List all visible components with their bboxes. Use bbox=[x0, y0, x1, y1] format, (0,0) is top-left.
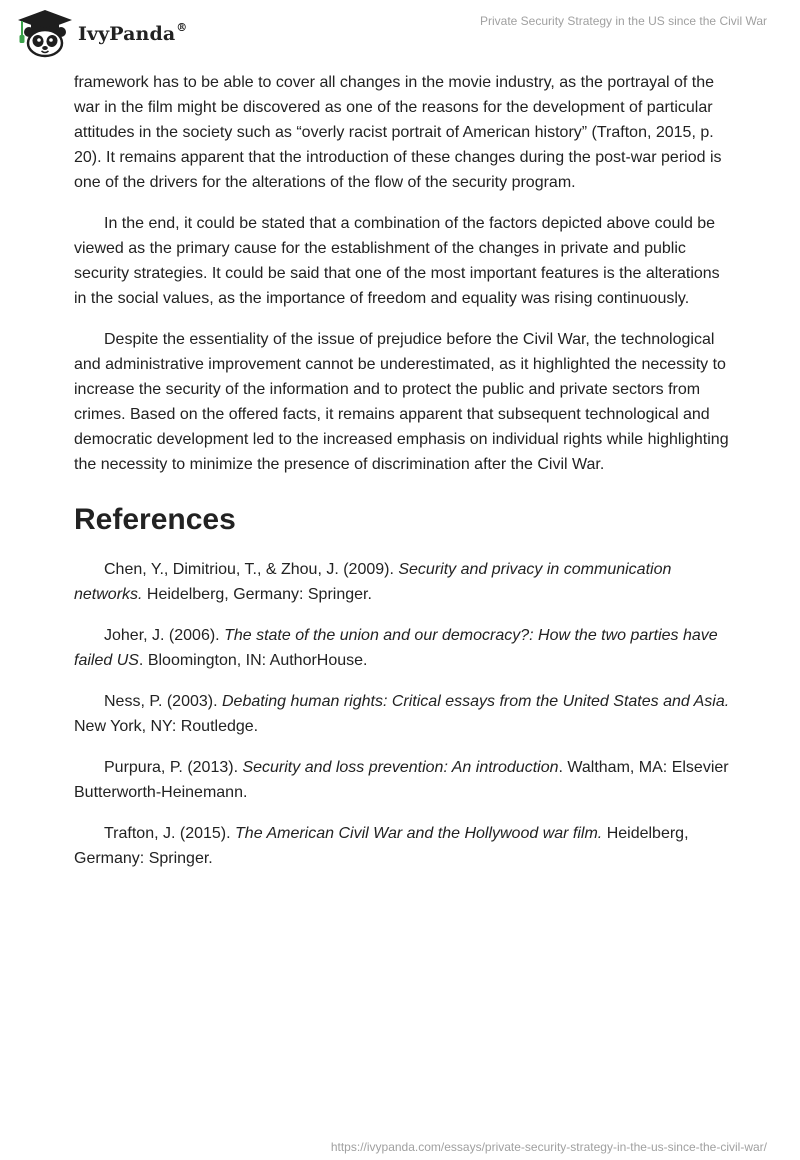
reference-item: Ness, P. (2003). Debating human rights: Critical essays from the United States and Asia. New York, NY: Routledge. bbox=[74, 693, 730, 735]
registered-mark: ® bbox=[176, 21, 188, 34]
essay-content bbox=[74, 70, 734, 887]
reference-title: The American Civil War and the Hollywood war film. bbox=[235, 825, 603, 842]
references-list bbox=[74, 557, 734, 871]
reference-item: Joher, J. (2006). The state of the union and our democracy?: How the two parties have failed US. Bloomington, IN: AuthorHouse. bbox=[74, 627, 718, 669]
page-header bbox=[0, 0, 800, 64]
source-url-link[interactable]: https://ivypanda.com/essays/private-security-strategy-in-the-us-since-the-civil-war/ bbox=[330, 1140, 767, 1154]
reference-item: Chen, Y., Dimitriou, T., & Zhou, J. (2009). Security and privacy in communication networks. Heidelberg, Germany: Springer. bbox=[74, 561, 672, 603]
reference-title: Debating human rights: Critical essays from the United States and Asia. bbox=[221, 693, 730, 710]
panda-graduate-icon bbox=[14, 8, 76, 58]
ivypanda-logo[interactable] bbox=[14, 8, 187, 58]
reference-item: Trafton, J. (2015). The American Civil War and the Hollywood war film. Heidelberg, Germany: Springer. bbox=[74, 825, 689, 867]
body-paragraph: In the end, it could be stated that a combination of the factors depicted above could be viewed as the primary cause for the establishment of the changes in private and public security strategies. It could be said that one of the most important features is the alterations in the social values, as the importance of freedom and equality was rising continuously. bbox=[74, 215, 720, 307]
reference-item: Purpura, P. (2013). Security and loss prevention: An introduction. Waltham, MA: Elsevier Butterworth-Heinemann. bbox=[74, 759, 729, 801]
body-paragraph: Despite the essentiality of the issue of prejudice before the Civil War, the technological and administrative improvement cannot be underestimated, as it highlighted the necessity to increase the security of the information and to protect the public and private sectors from crimes. Based on the offered facts, it remains apparent that subsequent technological and democratic development led to the increased emphasis on individual rights while highlighting the necessity to minimize the presence of discrimination after the Civil War. bbox=[74, 331, 729, 473]
running-title: Private Security Strategy in the US since the Civil War bbox=[480, 14, 767, 28]
reference-title: The state of the union and our democracy?: How the two parties have failed US bbox=[74, 627, 718, 669]
brand-name: IvyPanda® bbox=[78, 21, 188, 45]
reference-title: Security and loss prevention: An introduction bbox=[242, 759, 559, 776]
body-paragraph: framework has to be able to cover all changes in the movie industry, as the portrayal of the war in the film might be discovered as one of the reasons for the development of particular attitudes in the society such as “overly racist portrait of American history” (Trafton, 2015, p. 20). It remains apparent that the introduction of these changes during the post-war period is one of the drivers for the alterations of the flow of the security program. bbox=[74, 74, 722, 191]
reference-title: Security and privacy in communication networks. bbox=[74, 561, 672, 603]
references-heading: References bbox=[74, 503, 236, 536]
